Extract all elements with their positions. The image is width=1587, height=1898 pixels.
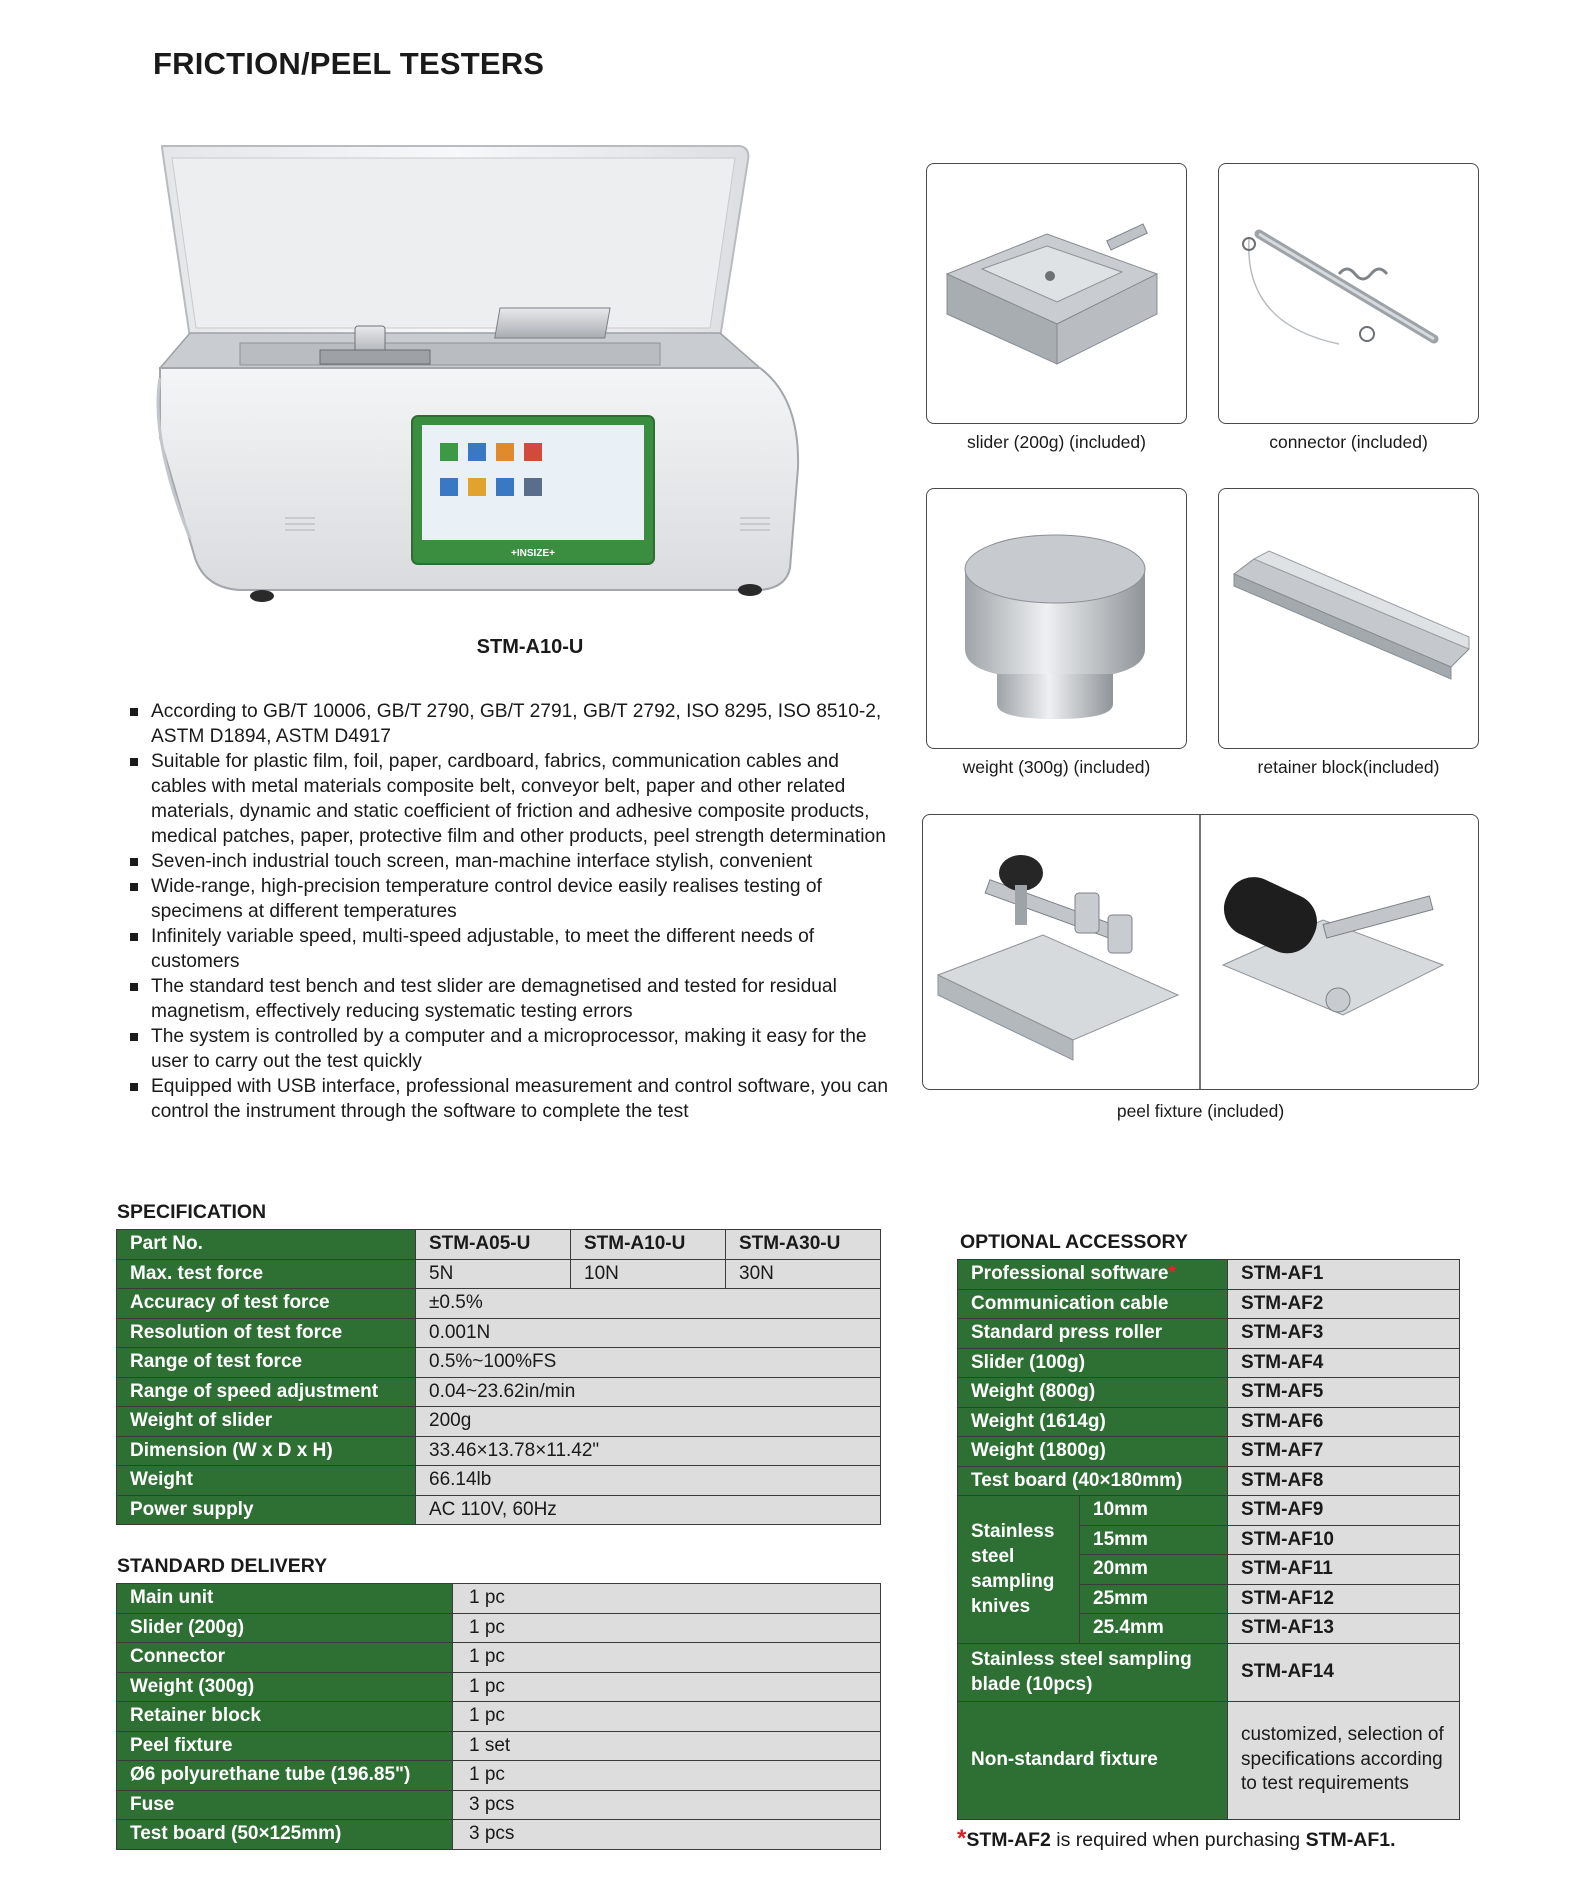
knife-size: 10mm	[1080, 1496, 1228, 1526]
delivery-row	[117, 1584, 881, 1614]
spec-row	[117, 1259, 881, 1289]
spec-row	[117, 1348, 881, 1378]
feature-item: Infinitely variable speed, multi-speed adjustable, to meet the different needs of customers	[130, 924, 890, 974]
delivery-qty: 1 pc	[453, 1761, 881, 1791]
delivery-label: Connector	[117, 1643, 453, 1673]
feature-item: The standard test bench and test slider are demagnetised and tested for residual magnetism, effectively reducing systematic testing errors	[130, 974, 890, 1024]
optional-label: Professional software*	[958, 1260, 1228, 1290]
spec-model: STM-A05-U	[416, 1230, 571, 1260]
spec-value: 5N	[416, 1259, 571, 1289]
peel-fixture-image	[922, 814, 1479, 1090]
spec-model: STM-A10-U	[571, 1230, 726, 1260]
optional-label: Test board (40×180mm)	[958, 1466, 1228, 1496]
delivery-title: STANDARD DELIVERY	[117, 1555, 328, 1577]
optional-row	[958, 1319, 1460, 1349]
peel-fixture-caption: peel fixture (included)	[1116, 1101, 1285, 1121]
spec-label: Dimension (W x D x H)	[117, 1436, 416, 1466]
spec-label: Weight	[117, 1466, 416, 1496]
optional-code: STM-AF5	[1228, 1378, 1460, 1408]
optional-code: STM-AF14	[1228, 1643, 1460, 1701]
optional-table	[957, 1259, 1460, 1820]
spec-model: STM-A30-U	[726, 1230, 881, 1260]
knife-size: 15mm	[1080, 1525, 1228, 1555]
spec-label: Range of speed adjustment	[117, 1377, 416, 1407]
optional-row	[958, 1643, 1460, 1701]
delivery-qty: 1 pc	[453, 1584, 881, 1614]
optional-code: STM-AF7	[1228, 1437, 1460, 1467]
spec-row	[117, 1495, 881, 1525]
delivery-qty: 1 pc	[453, 1672, 881, 1702]
delivery-row	[117, 1702, 881, 1732]
delivery-label: Test board (50×125mm)	[117, 1820, 453, 1850]
delivery-qty: 3 pcs	[453, 1790, 881, 1820]
optional-row	[958, 1701, 1460, 1819]
optional-label: Weight (1614g)	[958, 1407, 1228, 1437]
spec-row	[117, 1407, 881, 1437]
optional-code: STM-AF1	[1228, 1260, 1460, 1290]
connector-caption: connector (included)	[1269, 432, 1428, 452]
friction-peel-tester-image	[150, 138, 860, 618]
optional-code: STM-AF6	[1228, 1407, 1460, 1437]
optional-row	[958, 1378, 1460, 1408]
optional-label: Slider (100g)	[958, 1348, 1228, 1378]
feature-item: Equipped with USB interface, professional measurement and control software, you can control the instrument through the software to complete the test	[130, 1074, 890, 1124]
delivery-label: Peel fixture	[117, 1731, 453, 1761]
feature-item: The system is controlled by a computer and a microprocessor, making it easy for the user to carry out the test quickly	[130, 1024, 890, 1074]
optional-code: STM-AF8	[1228, 1466, 1460, 1496]
delivery-row	[117, 1643, 881, 1673]
optional-code: STM-AF10	[1228, 1525, 1460, 1555]
knife-size: 25mm	[1080, 1584, 1228, 1614]
weight-caption: weight (300g) (included)	[962, 757, 1151, 777]
delivery-row	[117, 1820, 881, 1850]
required-star: *	[1168, 1263, 1176, 1285]
spec-value: 200g	[416, 1407, 881, 1437]
optional-code: STM-AF11	[1228, 1555, 1460, 1585]
screen-brand: +INSIZE+	[511, 548, 555, 559]
optional-label: Standard press roller	[958, 1319, 1228, 1349]
feature-item: Wide-range, high-precision temperature control device easily realises testing of specimens at different temperatures	[130, 874, 890, 924]
feature-item: According to GB/T 10006, GB/T 2790, GB/T 2791, GB/T 2792, ISO 8295, ISO 8510-2, ASTM D1894, ASTM D4917	[130, 699, 890, 749]
optional-row	[958, 1496, 1460, 1526]
spec-value: 0.5%~100%FS	[416, 1348, 881, 1378]
delivery-row	[117, 1790, 881, 1820]
optional-code: STM-AF9	[1228, 1496, 1460, 1526]
spec-label: Accuracy of test force	[117, 1289, 416, 1319]
optional-label: Communication cable	[958, 1289, 1228, 1319]
spec-row	[117, 1289, 881, 1319]
optional-code: STM-AF3	[1228, 1319, 1460, 1349]
spec-label: Max. test force	[117, 1259, 416, 1289]
optional-row	[958, 1407, 1460, 1437]
optional-row	[958, 1437, 1460, 1467]
specification-title: SPECIFICATION	[117, 1201, 267, 1223]
optional-code: STM-AF13	[1228, 1614, 1460, 1644]
delivery-label: Ø6 polyurethane tube (196.85")	[117, 1761, 453, 1791]
optional-title: OPTIONAL ACCESSORY	[960, 1231, 1188, 1253]
spec-row	[117, 1436, 881, 1466]
delivery-qty: 1 pc	[453, 1643, 881, 1673]
optional-code: STM-AF2	[1228, 1289, 1460, 1319]
optional-code: STM-AF12	[1228, 1584, 1460, 1614]
spec-header-row	[117, 1230, 881, 1260]
delivery-qty: 1 set	[453, 1731, 881, 1761]
optional-row	[958, 1348, 1460, 1378]
weight-image	[926, 488, 1187, 749]
spec-value: 30N	[726, 1259, 881, 1289]
retainer-block-caption: retainer block(included)	[1257, 757, 1440, 777]
main-image-caption: STM-A10-U	[476, 636, 584, 658]
specification-table	[116, 1229, 881, 1525]
spec-value: AC 110V, 60Hz	[416, 1495, 881, 1525]
purchase-note: *STM-AF2 is required when purchasing STM-AF1.	[957, 1825, 1396, 1852]
retainer-block-image	[1218, 488, 1479, 749]
spec-label: Weight of slider	[117, 1407, 416, 1437]
delivery-label: Main unit	[117, 1584, 453, 1614]
delivery-row	[117, 1613, 881, 1643]
optional-label: Weight (800g)	[958, 1378, 1228, 1408]
optional-code: STM-AF4	[1228, 1348, 1460, 1378]
page-title: FRICTION/PEEL TESTERS	[153, 46, 545, 81]
slider-caption: slider (200g) (included)	[967, 432, 1146, 452]
delivery-label: Slider (200g)	[117, 1613, 453, 1643]
required-star: *	[957, 1825, 967, 1852]
spec-row	[117, 1318, 881, 1348]
delivery-row	[117, 1731, 881, 1761]
spec-label: Part No.	[117, 1230, 416, 1260]
spec-value: 66.14lb	[416, 1466, 881, 1496]
spec-label: Range of test force	[117, 1348, 416, 1378]
delivery-row	[117, 1761, 881, 1791]
spec-label: Resolution of test force	[117, 1318, 416, 1348]
connector-image	[1218, 163, 1479, 424]
slider-image	[926, 163, 1187, 424]
feature-item: Seven-inch industrial touch screen, man-machine interface stylish, convenient	[130, 849, 890, 874]
feature-list	[130, 699, 890, 1124]
delivery-label: Fuse	[117, 1790, 453, 1820]
delivery-table	[116, 1583, 881, 1850]
spec-value: ±0.5%	[416, 1289, 881, 1319]
optional-row	[958, 1466, 1460, 1496]
spec-row	[117, 1466, 881, 1496]
delivery-label: Retainer block	[117, 1702, 453, 1732]
spec-value: 0.04~23.62in/min	[416, 1377, 881, 1407]
delivery-qty: 1 pc	[453, 1613, 881, 1643]
nonstandard-label: Non-standard fixture	[958, 1701, 1228, 1819]
knife-size: 25.4mm	[1080, 1614, 1228, 1644]
knife-size: 20mm	[1080, 1555, 1228, 1585]
blade-label: Stainless steel sampling blade (10pcs)	[958, 1643, 1228, 1701]
delivery-label: Weight (300g)	[117, 1672, 453, 1702]
optional-row	[958, 1260, 1460, 1290]
optional-label: Weight (1800g)	[958, 1437, 1228, 1467]
spec-row	[117, 1377, 881, 1407]
delivery-qty: 3 pcs	[453, 1820, 881, 1850]
feature-item: Suitable for plastic film, foil, paper, cardboard, fabrics, communication cables and cables with metal materials composite belt, conveyor belt, paper and other related materials, dynamic and static coefficient of friction and adhesive composite products, medical patches, paper, protective film and other products, peel strength determination	[130, 749, 890, 849]
spec-label: Power supply	[117, 1495, 416, 1525]
spec-value: 33.46×13.78×11.42"	[416, 1436, 881, 1466]
nonstandard-value: customized, selection of specifications according to test requirements	[1228, 1701, 1460, 1819]
delivery-qty: 1 pc	[453, 1702, 881, 1732]
optional-row	[958, 1289, 1460, 1319]
knives-label: Stainless steel sampling knives	[958, 1496, 1080, 1644]
delivery-row	[117, 1672, 881, 1702]
spec-value: 0.001N	[416, 1318, 881, 1348]
spec-value: 10N	[571, 1259, 726, 1289]
